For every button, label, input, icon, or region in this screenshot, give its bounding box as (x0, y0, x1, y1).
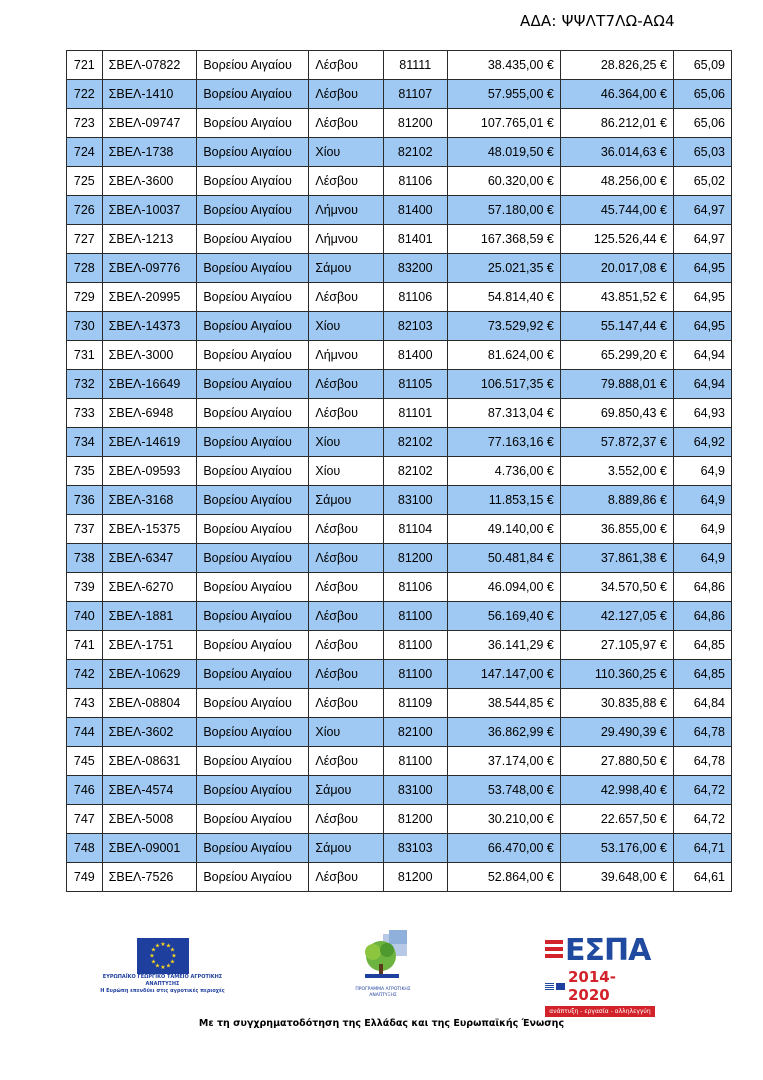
region-cell: Βορείου Αιγαίου (197, 312, 309, 341)
postal-code-cell: 81105 (383, 370, 447, 399)
table-row (67, 283, 732, 312)
application-code-cell: ΣΒΕΛ-10629 (102, 660, 197, 689)
region-cell: Βορείου Αιγαίου (197, 254, 309, 283)
regional-unit-cell: Λέσβου (309, 167, 383, 196)
svg-text:★: ★ (165, 942, 171, 950)
svg-text:★: ★ (154, 942, 160, 950)
postal-code-cell: 81401 (383, 225, 447, 254)
region-cell: Βορείου Αιγαίου (197, 428, 309, 457)
table-row (67, 486, 732, 515)
table-row (67, 138, 732, 167)
row-number-cell: 722 (67, 80, 103, 109)
public-expenditure-cell: 79.888,01 € (560, 370, 673, 399)
score-cell: 64,84 (673, 689, 731, 718)
score-cell: 64,86 (673, 602, 731, 631)
eu-agricultural-fund-logo (95, 938, 230, 995)
postal-code-cell: 81400 (383, 196, 447, 225)
table-row (67, 312, 732, 341)
regional-unit-cell: Λέσβου (309, 573, 383, 602)
table-row (67, 834, 732, 863)
row-number-cell: 743 (67, 689, 103, 718)
public-expenditure-cell: 86.212,01 € (560, 109, 673, 138)
row-number-cell: 746 (67, 776, 103, 805)
score-cell: 64,78 (673, 718, 731, 747)
budget-amount-cell: 37.174,00 € (447, 747, 560, 776)
table-row (67, 80, 732, 109)
row-number-cell: 727 (67, 225, 103, 254)
eu-logo-caption-subtitle: Η Ευρώπη επενδύει στις αγροτικές περιοχές (100, 988, 225, 994)
results-table-body (67, 51, 732, 892)
row-number-cell: 735 (67, 457, 103, 486)
svg-text:★: ★ (165, 962, 171, 970)
score-cell: 64,92 (673, 428, 731, 457)
score-cell: 64,9 (673, 544, 731, 573)
budget-amount-cell: 77.163,16 € (447, 428, 560, 457)
budget-amount-cell: 52.864,00 € (447, 863, 560, 892)
ada-code: ΑΔΑ: ΨΨΛΤ7ΛΩ-ΑΩ4 (520, 12, 675, 30)
application-code-cell: ΣΒΕΛ-07822 (102, 51, 197, 80)
score-cell: 64,95 (673, 283, 731, 312)
postal-code-cell: 81106 (383, 283, 447, 312)
regional-unit-cell: Σάμου (309, 486, 383, 515)
public-expenditure-cell: 27.880,50 € (560, 747, 673, 776)
public-expenditure-cell: 53.176,00 € (560, 834, 673, 863)
score-cell: 65,09 (673, 51, 731, 80)
budget-amount-cell: 46.094,00 € (447, 573, 560, 602)
postal-code-cell: 81100 (383, 747, 447, 776)
application-code-cell: ΣΒΕΛ-6347 (102, 544, 197, 573)
espa-stripes-icon (545, 940, 563, 961)
score-cell: 64,94 (673, 341, 731, 370)
public-expenditure-cell: 37.861,38 € (560, 544, 673, 573)
table-row (67, 747, 732, 776)
region-cell: Βορείου Αιγαίου (197, 834, 309, 863)
table-row (67, 544, 732, 573)
table-row (67, 399, 732, 428)
budget-amount-cell: 57.180,00 € (447, 196, 560, 225)
postal-code-cell: 81400 (383, 341, 447, 370)
rural-development-programme-icon (353, 930, 413, 982)
postal-code-cell: 83100 (383, 486, 447, 515)
public-expenditure-cell: 55.147,44 € (560, 312, 673, 341)
regional-unit-cell: Σάμου (309, 776, 383, 805)
espa-years: 2014-2020 (568, 968, 616, 1004)
budget-amount-cell: 81.624,00 € (447, 341, 560, 370)
application-code-cell: ΣΒΕΛ-16649 (102, 370, 197, 399)
table-row (67, 254, 732, 283)
row-number-cell: 723 (67, 109, 103, 138)
application-code-cell: ΣΒΕΛ-09776 (102, 254, 197, 283)
postal-code-cell: 81100 (383, 660, 447, 689)
score-cell: 65,06 (673, 109, 731, 138)
postal-code-cell: 81109 (383, 689, 447, 718)
application-code-cell: ΣΒΕΛ-20995 (102, 283, 197, 312)
table-row (67, 573, 732, 602)
budget-amount-cell: 107.765,01 € (447, 109, 560, 138)
postal-code-cell: 81200 (383, 863, 447, 892)
budget-amount-cell: 30.210,00 € (447, 805, 560, 834)
application-code-cell: ΣΒΕΛ-08804 (102, 689, 197, 718)
application-code-cell: ΣΒΕΛ-09001 (102, 834, 197, 863)
application-code-cell: ΣΒΕΛ-1881 (102, 602, 197, 631)
application-code-cell: ΣΒΕΛ-09593 (102, 457, 197, 486)
regional-unit-cell: Λήμνου (309, 341, 383, 370)
table-row (67, 225, 732, 254)
application-code-cell: ΣΒΕΛ-3602 (102, 718, 197, 747)
svg-text:★: ★ (169, 946, 175, 954)
table-row (67, 341, 732, 370)
region-cell: Βορείου Αιγαίου (197, 660, 309, 689)
budget-amount-cell: 50.481,84 € (447, 544, 560, 573)
row-number-cell: 726 (67, 196, 103, 225)
region-cell: Βορείου Αιγαίου (197, 457, 309, 486)
regional-unit-cell: Λήμνου (309, 196, 383, 225)
region-cell: Βορείου Αιγαίου (197, 138, 309, 167)
budget-amount-cell: 56.169,40 € (447, 602, 560, 631)
public-expenditure-cell: 69.850,43 € (560, 399, 673, 428)
application-code-cell: ΣΒΕΛ-6948 (102, 399, 197, 428)
public-expenditure-cell: 46.364,00 € (560, 80, 673, 109)
postal-code-cell: 82102 (383, 457, 447, 486)
postal-code-cell: 82102 (383, 428, 447, 457)
row-number-cell: 741 (67, 631, 103, 660)
score-cell: 64,85 (673, 631, 731, 660)
public-expenditure-cell: 39.648,00 € (560, 863, 673, 892)
postal-code-cell: 83200 (383, 254, 447, 283)
regional-unit-cell: Λέσβου (309, 515, 383, 544)
budget-amount-cell: 60.320,00 € (447, 167, 560, 196)
row-number-cell: 740 (67, 602, 103, 631)
public-expenditure-cell: 110.360,25 € (560, 660, 673, 689)
budget-amount-cell: 73.529,92 € (447, 312, 560, 341)
results-table (66, 50, 732, 892)
region-cell: Βορείου Αιγαίου (197, 283, 309, 312)
application-code-cell: ΣΒΕΛ-7526 (102, 863, 197, 892)
table-row (67, 167, 732, 196)
table-row (67, 515, 732, 544)
table-row (67, 602, 732, 631)
score-cell: 64,78 (673, 747, 731, 776)
regional-unit-cell: Χίου (309, 428, 383, 457)
postal-code-cell: 82100 (383, 718, 447, 747)
svg-text:★: ★ (159, 941, 166, 948)
row-number-cell: 749 (67, 863, 103, 892)
budget-amount-cell: 36.141,29 € (447, 631, 560, 660)
budget-amount-cell: 87.313,04 € (447, 399, 560, 428)
table-row (67, 109, 732, 138)
public-expenditure-cell: 57.872,37 € (560, 428, 673, 457)
svg-text:★: ★ (170, 952, 177, 960)
score-cell: 64,95 (673, 254, 731, 283)
budget-amount-cell: 4.736,00 € (447, 457, 560, 486)
regional-unit-cell: Λέσβου (309, 631, 383, 660)
application-code-cell: ΣΒΕΛ-08631 (102, 747, 197, 776)
public-expenditure-cell: 27.105,97 € (560, 631, 673, 660)
svg-text:★: ★ (150, 958, 156, 966)
public-expenditure-cell: 29.490,39 € (560, 718, 673, 747)
regional-unit-cell: Λέσβου (309, 747, 383, 776)
svg-text:★: ★ (150, 946, 156, 954)
region-cell: Βορείου Αιγαίου (197, 776, 309, 805)
cofunding-statement: Με τη συγχρηματοδότηση της Ελλάδας και της Ευρωπαϊκής Ένωσης (198, 1018, 565, 1029)
budget-amount-cell: 49.140,00 € (447, 515, 560, 544)
table-row (67, 660, 732, 689)
regional-unit-cell: Λέσβου (309, 602, 383, 631)
score-cell: 64,9 (673, 486, 731, 515)
region-cell: Βορείου Αιγαίου (197, 863, 309, 892)
application-code-cell: ΣΒΕΛ-1738 (102, 138, 197, 167)
svg-text:★: ★ (159, 964, 166, 971)
region-cell: Βορείου Αιγαίου (197, 80, 309, 109)
application-code-cell: ΣΒΕΛ-3168 (102, 486, 197, 515)
application-code-cell: ΣΒΕΛ-14373 (102, 312, 197, 341)
postal-code-cell: 81100 (383, 602, 447, 631)
postal-code-cell: 81106 (383, 573, 447, 602)
row-number-cell: 729 (67, 283, 103, 312)
rural-development-caption: ΠΡΟΓΡΑΜΜΑ ΑΓΡΟΤΙΚΗΣ ΑΝΑΠΤΥΞΗΣ (355, 987, 411, 998)
row-number-cell: 744 (67, 718, 103, 747)
table-row (67, 805, 732, 834)
region-cell: Βορείου Αιγαίου (197, 370, 309, 399)
row-number-cell: 721 (67, 51, 103, 80)
table-row (67, 196, 732, 225)
espa-slogan: ανάπτυξη - εργασία - αλληλεγγύη (545, 1006, 655, 1017)
postal-code-cell: 82103 (383, 312, 447, 341)
regional-unit-cell: Λέσβου (309, 544, 383, 573)
region-cell: Βορείου Αιγαίου (197, 689, 309, 718)
public-expenditure-cell: 36.014,63 € (560, 138, 673, 167)
score-cell: 64,72 (673, 776, 731, 805)
region-cell: Βορείου Αιγαίου (197, 747, 309, 776)
score-cell: 64,9 (673, 457, 731, 486)
application-code-cell: ΣΒΕΛ-5008 (102, 805, 197, 834)
score-cell: 64,71 (673, 834, 731, 863)
application-code-cell: ΣΒΕΛ-3600 (102, 167, 197, 196)
score-cell: 64,95 (673, 312, 731, 341)
budget-amount-cell: 147.147,00 € (447, 660, 560, 689)
row-number-cell: 737 (67, 515, 103, 544)
svg-text:★: ★ (148, 952, 155, 960)
score-cell: 64,86 (673, 573, 731, 602)
row-number-cell: 742 (67, 660, 103, 689)
regional-unit-cell: Χίου (309, 312, 383, 341)
row-number-cell: 732 (67, 370, 103, 399)
application-code-cell: ΣΒΕΛ-4574 (102, 776, 197, 805)
region-cell: Βορείου Αιγαίου (197, 573, 309, 602)
score-cell: 64,94 (673, 370, 731, 399)
score-cell: 64,97 (673, 196, 731, 225)
table-row (67, 631, 732, 660)
postal-code-cell: 83100 (383, 776, 447, 805)
public-expenditure-cell: 45.744,00 € (560, 196, 673, 225)
row-number-cell: 724 (67, 138, 103, 167)
regional-unit-cell: Λέσβου (309, 863, 383, 892)
public-expenditure-cell: 3.552,00 € (560, 457, 673, 486)
budget-amount-cell: 36.862,99 € (447, 718, 560, 747)
region-cell: Βορείου Αιγαίου (197, 109, 309, 138)
public-expenditure-cell: 42.127,05 € (560, 602, 673, 631)
budget-amount-cell: 48.019,50 € (447, 138, 560, 167)
region-cell: Βορείου Αιγαίου (197, 486, 309, 515)
regional-unit-cell: Χίου (309, 718, 383, 747)
budget-amount-cell: 57.955,00 € (447, 80, 560, 109)
row-number-cell: 728 (67, 254, 103, 283)
postal-code-cell: 81111 (383, 51, 447, 80)
row-number-cell: 730 (67, 312, 103, 341)
application-code-cell: ΣΒΕΛ-09747 (102, 109, 197, 138)
postal-code-cell: 82102 (383, 138, 447, 167)
regional-unit-cell: Λέσβου (309, 805, 383, 834)
public-expenditure-cell: 48.256,00 € (560, 167, 673, 196)
espa-logo (545, 933, 655, 1017)
row-number-cell: 747 (67, 805, 103, 834)
score-cell: 65,02 (673, 167, 731, 196)
postal-code-cell: 81100 (383, 631, 447, 660)
row-number-cell: 748 (67, 834, 103, 863)
budget-amount-cell: 53.748,00 € (447, 776, 560, 805)
greek-eu-flags-icon (545, 983, 565, 990)
application-code-cell: ΣΒΕΛ-1751 (102, 631, 197, 660)
postal-code-cell: 81106 (383, 167, 447, 196)
public-expenditure-cell: 42.998,40 € (560, 776, 673, 805)
budget-amount-cell: 54.814,40 € (447, 283, 560, 312)
row-number-cell: 731 (67, 341, 103, 370)
region-cell: Βορείου Αιγαίου (197, 805, 309, 834)
table-row (67, 457, 732, 486)
region-cell: Βορείου Αιγαίου (197, 718, 309, 747)
public-expenditure-cell: 28.826,25 € (560, 51, 673, 80)
score-cell: 64,61 (673, 863, 731, 892)
table-row (67, 863, 732, 892)
table-row (67, 776, 732, 805)
row-number-cell: 734 (67, 428, 103, 457)
eu-flag-icon (137, 938, 189, 974)
region-cell: Βορείου Αιγαίου (197, 196, 309, 225)
regional-unit-cell: Λέσβου (309, 109, 383, 138)
table-row (67, 689, 732, 718)
row-number-cell: 736 (67, 486, 103, 515)
budget-amount-cell: 66.470,00 € (447, 834, 560, 863)
eu-logo-caption-title: ΕΥΡΩΠΑΪΚΟ ΓΕΩΡΓΙΚΟ ΤΑΜΕΙΟ ΑΓΡΟΤΙΚΗΣ ΑΝΑΠΤΥΞΗΣ (102, 974, 223, 987)
public-expenditure-cell: 22.657,50 € (560, 805, 673, 834)
public-expenditure-cell: 43.851,52 € (560, 283, 673, 312)
public-expenditure-cell: 30.835,88 € (560, 689, 673, 718)
regional-unit-cell: Λέσβου (309, 80, 383, 109)
application-code-cell: ΣΒΕΛ-1410 (102, 80, 197, 109)
postal-code-cell: 81107 (383, 80, 447, 109)
postal-code-cell: 81104 (383, 515, 447, 544)
application-code-cell: ΣΒΕΛ-1213 (102, 225, 197, 254)
row-number-cell: 745 (67, 747, 103, 776)
postal-code-cell: 81200 (383, 544, 447, 573)
regional-unit-cell: Λέσβου (309, 283, 383, 312)
public-expenditure-cell: 65.299,20 € (560, 341, 673, 370)
regional-unit-cell: Λέσβου (309, 660, 383, 689)
public-expenditure-cell: 8.889,86 € (560, 486, 673, 515)
budget-amount-cell: 167.368,59 € (447, 225, 560, 254)
table-row (67, 718, 732, 747)
public-expenditure-cell: 34.570,50 € (560, 573, 673, 602)
postal-code-cell: 81101 (383, 399, 447, 428)
score-cell: 64,72 (673, 805, 731, 834)
application-code-cell: ΣΒΕΛ-10037 (102, 196, 197, 225)
footer (0, 930, 763, 1040)
region-cell: Βορείου Αιγαίου (197, 341, 309, 370)
region-cell: Βορείου Αιγαίου (197, 602, 309, 631)
regional-unit-cell: Λέσβου (309, 370, 383, 399)
regional-unit-cell: Λέσβου (309, 51, 383, 80)
table-row (67, 428, 732, 457)
row-number-cell: 725 (67, 167, 103, 196)
application-code-cell: ΣΒΕΛ-15375 (102, 515, 197, 544)
svg-text:★: ★ (169, 958, 175, 966)
table-row (67, 370, 732, 399)
rural-development-programme-logo (348, 930, 418, 999)
region-cell: Βορείου Αιγαίου (197, 544, 309, 573)
regional-unit-cell: Λήμνου (309, 225, 383, 254)
postal-code-cell: 81200 (383, 805, 447, 834)
regional-unit-cell: Λέσβου (309, 399, 383, 428)
budget-amount-cell: 38.435,00 € (447, 51, 560, 80)
budget-amount-cell: 11.853,15 € (447, 486, 560, 515)
score-cell: 64,9 (673, 515, 731, 544)
score-cell: 64,93 (673, 399, 731, 428)
region-cell: Βορείου Αιγαίου (197, 51, 309, 80)
row-number-cell: 733 (67, 399, 103, 428)
region-cell: Βορείου Αιγαίου (197, 225, 309, 254)
postal-code-cell: 83103 (383, 834, 447, 863)
svg-text:★: ★ (154, 962, 160, 970)
region-cell: Βορείου Αιγαίου (197, 167, 309, 196)
score-cell: 64,85 (673, 660, 731, 689)
regional-unit-cell: Λέσβου (309, 689, 383, 718)
row-number-cell: 738 (67, 544, 103, 573)
regional-unit-cell: Χίου (309, 457, 383, 486)
regional-unit-cell: Χίου (309, 138, 383, 167)
espa-word: ΕΣΠΑ (565, 933, 651, 968)
score-cell: 65,06 (673, 80, 731, 109)
score-cell: 64,97 (673, 225, 731, 254)
public-expenditure-cell: 125.526,44 € (560, 225, 673, 254)
table-row (67, 51, 732, 80)
application-code-cell: ΣΒΕΛ-3000 (102, 341, 197, 370)
application-code-cell: ΣΒΕΛ-6270 (102, 573, 197, 602)
regional-unit-cell: Σάμου (309, 834, 383, 863)
budget-amount-cell: 25.021,35 € (447, 254, 560, 283)
application-code-cell: ΣΒΕΛ-14619 (102, 428, 197, 457)
public-expenditure-cell: 36.855,00 € (560, 515, 673, 544)
budget-amount-cell: 38.544,85 € (447, 689, 560, 718)
region-cell: Βορείου Αιγαίου (197, 631, 309, 660)
budget-amount-cell: 106.517,35 € (447, 370, 560, 399)
regional-unit-cell: Σάμου (309, 254, 383, 283)
postal-code-cell: 81200 (383, 109, 447, 138)
public-expenditure-cell: 20.017,08 € (560, 254, 673, 283)
row-number-cell: 739 (67, 573, 103, 602)
region-cell: Βορείου Αιγαίου (197, 399, 309, 428)
score-cell: 65,03 (673, 138, 731, 167)
region-cell: Βορείου Αιγαίου (197, 515, 309, 544)
